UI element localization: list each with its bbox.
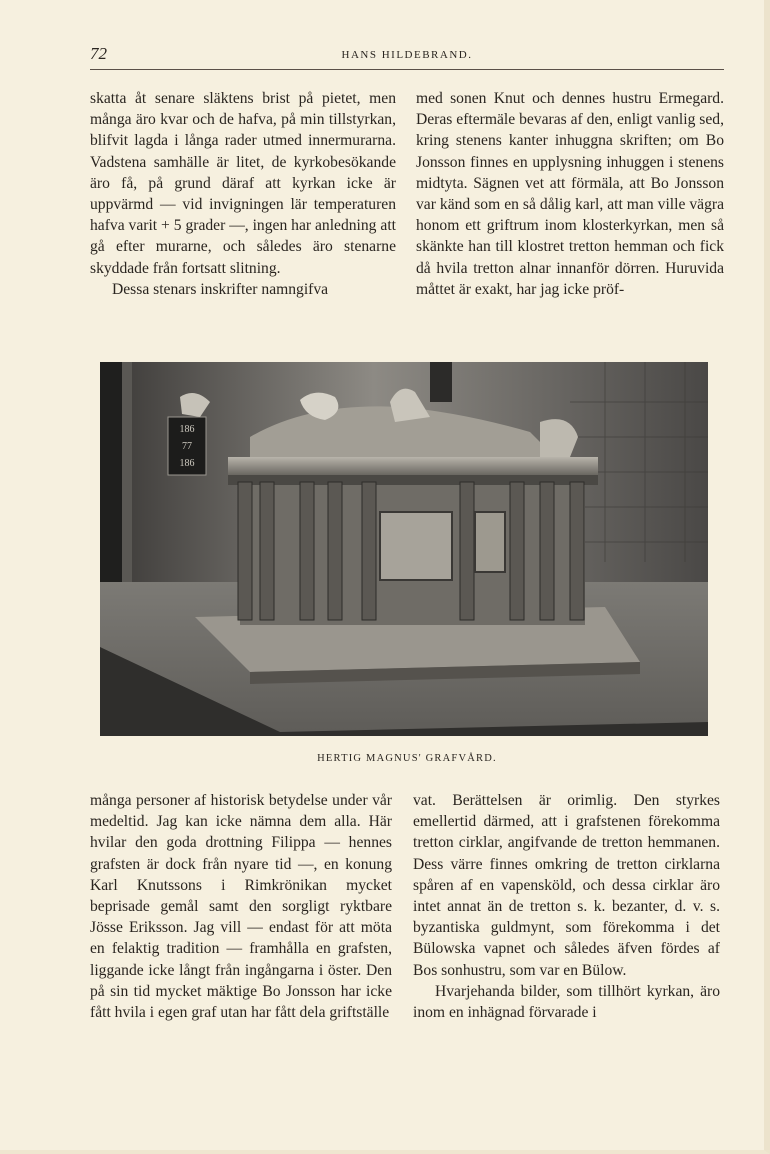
plaque-line: 186 xyxy=(179,424,195,435)
text-column-bottom-left xyxy=(90,790,392,1023)
running-head: HANS HILDEBRAND. xyxy=(341,49,473,61)
plaque-line: 186 xyxy=(179,458,195,469)
page-number: 72 xyxy=(90,44,107,63)
tomb-photograph xyxy=(100,362,708,736)
paragraph: Dessa stenars inskrifter namngifva xyxy=(112,280,329,298)
paragraph: vat. Berättelsen är orimlig. Den styrkes emellertid därmed, att i grafstenen förekomma tretton cirklar, angifvande de tretton hemmanen. Dess värre finnes omkring de tretton cirklarna spåren af en vapensköld, och dessa cirklar äro intet annat än de tretton s. k. bezanter, d. v. s. byzantiska guldmynt, som förekomma i det Bülowska vapnet och således äfven fördes af Bos sonhustru, som var en Bülow. xyxy=(413,792,720,979)
figure-caption: HERTIG MAGNUS' GRAFVÅRD. xyxy=(317,753,497,764)
plaque-line: 77 xyxy=(182,441,192,452)
paragraph: skatta åt senare släktens brist på pietet, men många äro kvar och de hafva, på min tillstyrkan, blifvit lagda i långa rader utmed innermurarna. Vadstena samhälle är litet, de kyrkobesökande äro få, på grund däraf att kyrkan icke är uppvärmd — vid invigningen lär temperaturen hafva varit + 5 grader —, ingen har anledning att gå efter murarne, och således äro stenarne skyddade från fortsatt slitning. xyxy=(90,90,396,277)
header-rule xyxy=(90,69,724,70)
text-column-bottom-right xyxy=(413,790,720,1023)
paragraph: Hvarjehanda bilder, som tillhört kyrkan, äro inom en inhägnad förvarade i xyxy=(413,982,720,1022)
text-column-top-right xyxy=(416,88,724,300)
paragraph: många personer af historisk betydelse under vår medeltid. Jag kan icke nämna dem alla. Här hvilar den goda drottning Filippa — hennes grafsten är dock från nyare tid —, en konung Karl Knutssons i Rimkrönikan mycket beprisade gemål samt den sorgligt ryktbare Jösse Eriksson. Jag vill — endast för att möta en felaktig tradition — framhålla en grafsten, liggande icke långt från ingångarna i öster. Den på sin tid mycket mäktige Bo Jonsson har icke fått hvila i egen graf utan har fått dela griftställe xyxy=(90,792,392,1022)
paragraph: med sonen Knut och dennes hustru Ermegard. Deras eftermäle bevaras af den, enligt vanlig sed, kring stenens kanter inhuggna skriften; om Bo Jonsson finnes en upplysning inhuggen i stenens midtyta. Sägnen vet att förmäla, att Bo Jonsson var känd som en så dålig karl, att man ville vägra honom ett griftrum inom klosterkyrkan, men så skänkte han till klostret tretton hemman och fick då hvila tretton alnar innanför dörren. Huruvida måttet är exakt, har jag icke pröf- xyxy=(416,90,724,298)
text-column-top-left xyxy=(90,88,396,300)
page-header xyxy=(90,44,724,70)
